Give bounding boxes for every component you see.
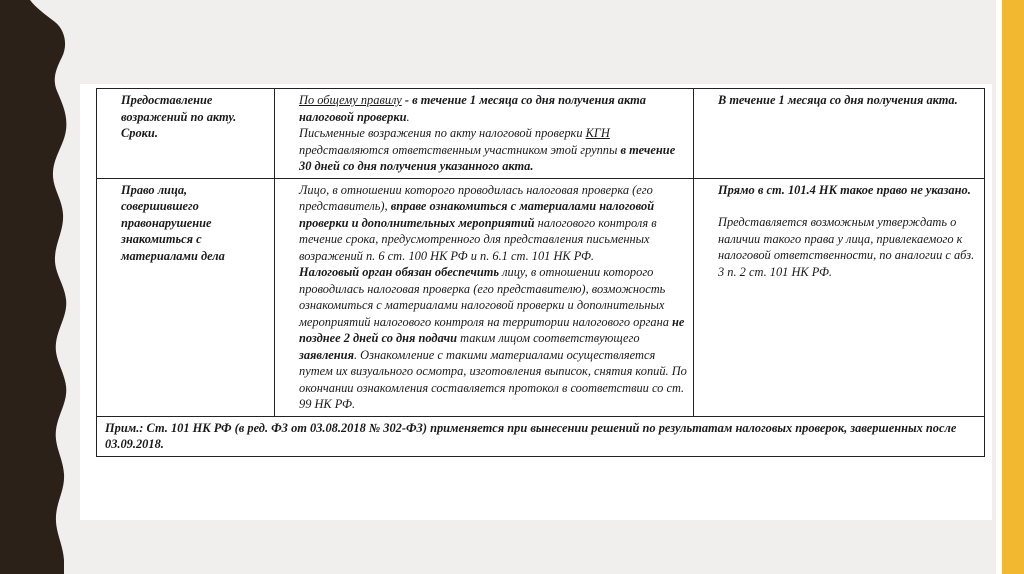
kgn-abbr: КГН xyxy=(585,126,610,140)
duty-text-c: не позднее 2 дней со дня подачи xyxy=(299,314,685,345)
kgn-text-b: представляются ответственным участником этой группы xyxy=(299,142,621,157)
accent-stripe xyxy=(1002,0,1024,574)
special-text-2: Представляется возможным утверждать о наличии такого права у лица, привлекаемого к налоговой ответственности, по аналогии с абз. 3 п. 2 ст. 101 НК РФ. xyxy=(718,215,975,279)
special-text-1: Прямо в ст. 101.4 НК такое право не указано. xyxy=(718,182,971,197)
duty-text-d: таким лицом соответствующего xyxy=(457,331,640,345)
kgn-text-a: Письменные возражения по акту налоговой проверки xyxy=(299,126,586,140)
access-right-para xyxy=(283,182,687,265)
access-text-a: Лицо, в отношении которого проводилась налоговая проверка (его представитель), xyxy=(299,182,653,213)
dash-text: - xyxy=(401,93,413,107)
general-rule-underlined: По общему правилу xyxy=(299,93,402,107)
duty-text-e: заявления xyxy=(299,347,354,362)
general-rule-para xyxy=(283,92,687,125)
kgn-para xyxy=(283,125,687,175)
footnote: Прим.: Ст. 101 НК РФ (в ред. ФЗ от 03.08.2018 № 302-ФЗ) применяется при вынесении решений по результатам налоговых проверок, завершенных после 03.09.2018. xyxy=(97,416,985,456)
duty-text-a: Налоговый орган обязан обеспечить xyxy=(299,265,500,279)
table-row xyxy=(97,89,985,179)
kgn-term: в течение 30 дней со дня получения указанного акта. xyxy=(299,142,676,173)
table-row xyxy=(97,416,985,456)
dot-text: . xyxy=(406,109,410,124)
special-rule-text: В течение 1 месяца со дня получения акта. xyxy=(718,93,958,107)
document-scan xyxy=(80,84,992,520)
general-rule-cell xyxy=(275,89,694,179)
authority-duty-para xyxy=(283,264,687,413)
row-label-text: Право лица, совершившего правонарушение знакомиться с материалами дела xyxy=(121,182,225,263)
special-rule-cell xyxy=(694,178,985,416)
access-text-c: налогового контроля в течение срока, предусмотренного для представления письменных возражений п. 6 ст. 100 НК РФ и п. 6.1 ст. 101 НК РФ. xyxy=(299,215,657,263)
decorative-left-band xyxy=(0,0,75,574)
comparison-table xyxy=(96,88,985,457)
special-rule-cell xyxy=(694,89,985,179)
access-text-b: вправе ознакомиться с материалами налоговой проверки и дополнительных мероприятий xyxy=(299,199,655,230)
term-text: в течение 1 месяца со дня получения акта налоговой проверки xyxy=(299,93,646,124)
table-row xyxy=(97,178,985,416)
duty-text-b: лицу, в отношении которого проводилась налоговая проверка (его представителю), возможность ознакомиться с материалами налоговой проверки и дополнительных мероприятий налогового контроля на территории налогового органа xyxy=(299,265,673,329)
general-rule-cell xyxy=(275,178,694,416)
duty-text-f: . Ознакомление с такими материалами осуществляется путем их визуального осмотра, изготовления выписок, снятия копий. По окончании ознакомления составляется протокол в соответствии со ст. 99 НК РФ. xyxy=(299,347,687,411)
row-label xyxy=(97,178,275,416)
row-label xyxy=(97,89,275,179)
row-label-text: Предоставление возражений по акту. Сроки. xyxy=(121,93,237,140)
